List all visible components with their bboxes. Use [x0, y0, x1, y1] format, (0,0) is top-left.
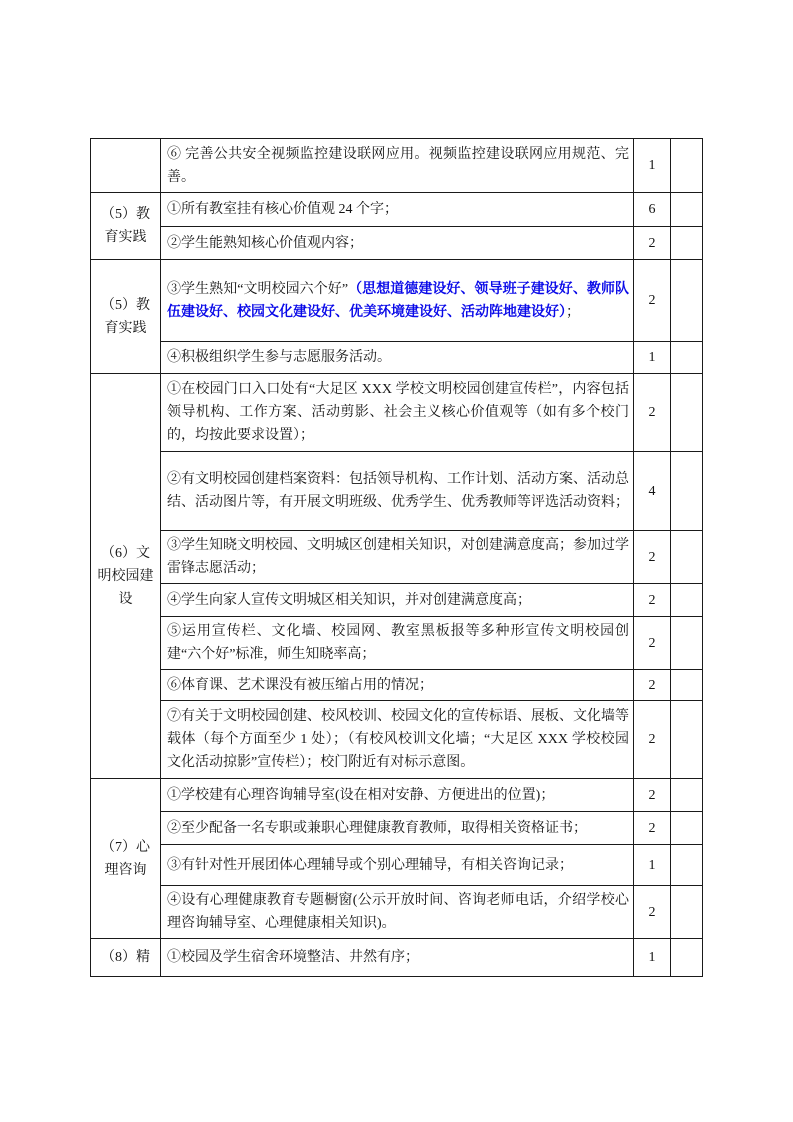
- criteria-text-segment: ①在校园门口入口处有“大足区 XXX 学校文明校园创建宣传栏”，内容包括领导机构、工作方案、活动剪影、社会主义核心价值观等（如有多个校门的，均按此要求设置）；: [167, 382, 629, 443]
- table-row: [91, 779, 703, 812]
- score-cell: 2: [634, 374, 671, 452]
- criteria-text-segment: ⑥体育课、艺术课没有被压缩占用的情况；: [167, 677, 433, 693]
- table-row: [91, 531, 703, 584]
- criteria-cell: [161, 531, 634, 584]
- criteria-text-segment: ；: [566, 304, 580, 320]
- remark-cell: [671, 260, 703, 342]
- criteria-text-segment: ③有针对性开展团体心理辅导或个别心理辅导，有相关咨询记录；: [167, 857, 573, 873]
- table-row: [91, 260, 703, 342]
- remark-cell: [671, 812, 703, 845]
- criteria-text-segment: ①所有教室挂有核心价值观 24 个字；: [167, 202, 398, 217]
- criteria-text-segment: ⑤运用宣传栏、文化墙、校园网、教室黑板报等多种形宣传文明校园创建“六个好”标准，师生知晓率高；: [167, 624, 629, 662]
- table-row: [91, 701, 703, 779]
- category-cell: （5）教育实践: [91, 260, 161, 374]
- criteria-cell: [161, 939, 634, 977]
- table-row: [91, 452, 703, 531]
- score-cell: 2: [634, 812, 671, 845]
- criteria-text-segment: ②学生能熟知核心价值观内容；: [167, 235, 363, 251]
- category-cell: （5）教育实践: [91, 193, 161, 260]
- score-cell: 1: [634, 939, 671, 977]
- criteria-cell: [161, 227, 634, 260]
- score-cell: 2: [634, 779, 671, 812]
- remark-cell: [671, 779, 703, 812]
- score-cell: 2: [634, 531, 671, 584]
- criteria-cell: [161, 812, 634, 845]
- criteria-text-segment: ④积极组织学生参与志愿服务活动。: [167, 350, 391, 365]
- score-cell: 4: [634, 452, 671, 531]
- table-row: [91, 342, 703, 374]
- table-row: [91, 193, 703, 227]
- score-cell: 1: [634, 139, 671, 193]
- score-cell: 1: [634, 845, 671, 886]
- remark-cell: [671, 886, 703, 939]
- table-row: [91, 812, 703, 845]
- criteria-text-segment: ①校园及学生宿舍环境整洁、井然有序；: [167, 950, 419, 965]
- criteria-text-segment: ②至少配备一名专职或兼职心理健康教育教师，取得相关资格证书；: [167, 820, 587, 836]
- table-row: [91, 374, 703, 452]
- table-row: [91, 939, 703, 977]
- criteria-text-segment: ②有文明校园创建档案资料：包括领导机构、工作计划、活动方案、活动总结、活动图片等，有开展文明班级、优秀学生、优秀教师等评选活动资料；: [167, 472, 629, 510]
- remark-cell: [671, 139, 703, 193]
- category-cell: （7）心理咨询: [91, 779, 161, 939]
- remark-cell: [671, 670, 703, 701]
- table-row: [91, 670, 703, 701]
- criteria-text-segment: ⑦有关于文明校园创建、校风校训、校园文化的宣传标语、展板、文化墙等载体（每个方面至少 1 处）；（有校风校训文化墙；“大足区 XXX 学校校园文化活动掠影”宣传栏）；校门附近有对标示意图。: [167, 709, 629, 770]
- score-cell: 2: [634, 701, 671, 779]
- remark-cell: [671, 531, 703, 584]
- category-cell: （6）文明校园建设: [91, 374, 161, 779]
- remark-cell: [671, 374, 703, 452]
- criteria-text-segment: ③学生知晓文明校园、文明城区创建相关知识，对创建满意度高；参加过学雷锋志愿活动；: [167, 538, 629, 576]
- criteria-cell: [161, 260, 634, 342]
- table-row: [91, 845, 703, 886]
- criteria-cell: [161, 374, 634, 452]
- remark-cell: [671, 701, 703, 779]
- criteria-text-segment: ⑥ 完善公共安全视频监控建设联网应用。视频监控建设联网应用规范、完善。: [167, 146, 629, 185]
- criteria-text-segment: ④学生向家人宣传文明城区相关知识，并对创建满意度高；: [167, 592, 531, 608]
- score-cell: 6: [634, 193, 671, 227]
- criteria-cell: [161, 670, 634, 701]
- criteria-text-segment: ④设有心理健康教育专题橱窗(公示开放时间、咨询老师电话，介绍学校心理咨询辅导室、心理健康相关知识)。: [167, 893, 629, 931]
- table-row: [91, 584, 703, 617]
- category-cell: （8）精: [91, 939, 161, 977]
- criteria-text-segment: ①学校建有心理咨询辅导室(设在相对安静、方便进出的位置)；: [167, 787, 555, 803]
- score-cell: 2: [634, 617, 671, 670]
- criteria-cell: [161, 452, 634, 531]
- score-cell: 2: [634, 886, 671, 939]
- criteria-cell: [161, 845, 634, 886]
- score-cell: 2: [634, 670, 671, 701]
- highlighted-text-segment: （思想道德建设好、领导班子建设好、教师队伍建设好、校园文化建设好、优美环境建设好、活动阵地建设好）: [167, 281, 629, 320]
- criteria-text-segment: ③学生熟知“文明校园六个好”: [167, 281, 349, 297]
- table-row: [91, 886, 703, 939]
- criteria-cell: [161, 701, 634, 779]
- criteria-cell: [161, 617, 634, 670]
- evaluation-table: [90, 138, 703, 977]
- table-row: [91, 227, 703, 260]
- criteria-cell: [161, 584, 634, 617]
- remark-cell: [671, 617, 703, 670]
- table-row: [91, 139, 703, 193]
- score-cell: 2: [634, 584, 671, 617]
- remark-cell: [671, 227, 703, 260]
- table-row: [91, 617, 703, 670]
- remark-cell: [671, 939, 703, 977]
- score-cell: 1: [634, 342, 671, 374]
- evaluation-table-body: [91, 139, 703, 977]
- criteria-cell: [161, 139, 634, 193]
- score-cell: 2: [634, 260, 671, 342]
- remark-cell: [671, 845, 703, 886]
- remark-cell: [671, 342, 703, 374]
- score-cell: 2: [634, 227, 671, 260]
- category-cell: [91, 139, 161, 193]
- remark-cell: [671, 193, 703, 227]
- criteria-cell: [161, 779, 634, 812]
- criteria-cell: [161, 886, 634, 939]
- remark-cell: [671, 452, 703, 531]
- remark-cell: [671, 584, 703, 617]
- criteria-cell: [161, 342, 634, 374]
- criteria-cell: [161, 193, 634, 227]
